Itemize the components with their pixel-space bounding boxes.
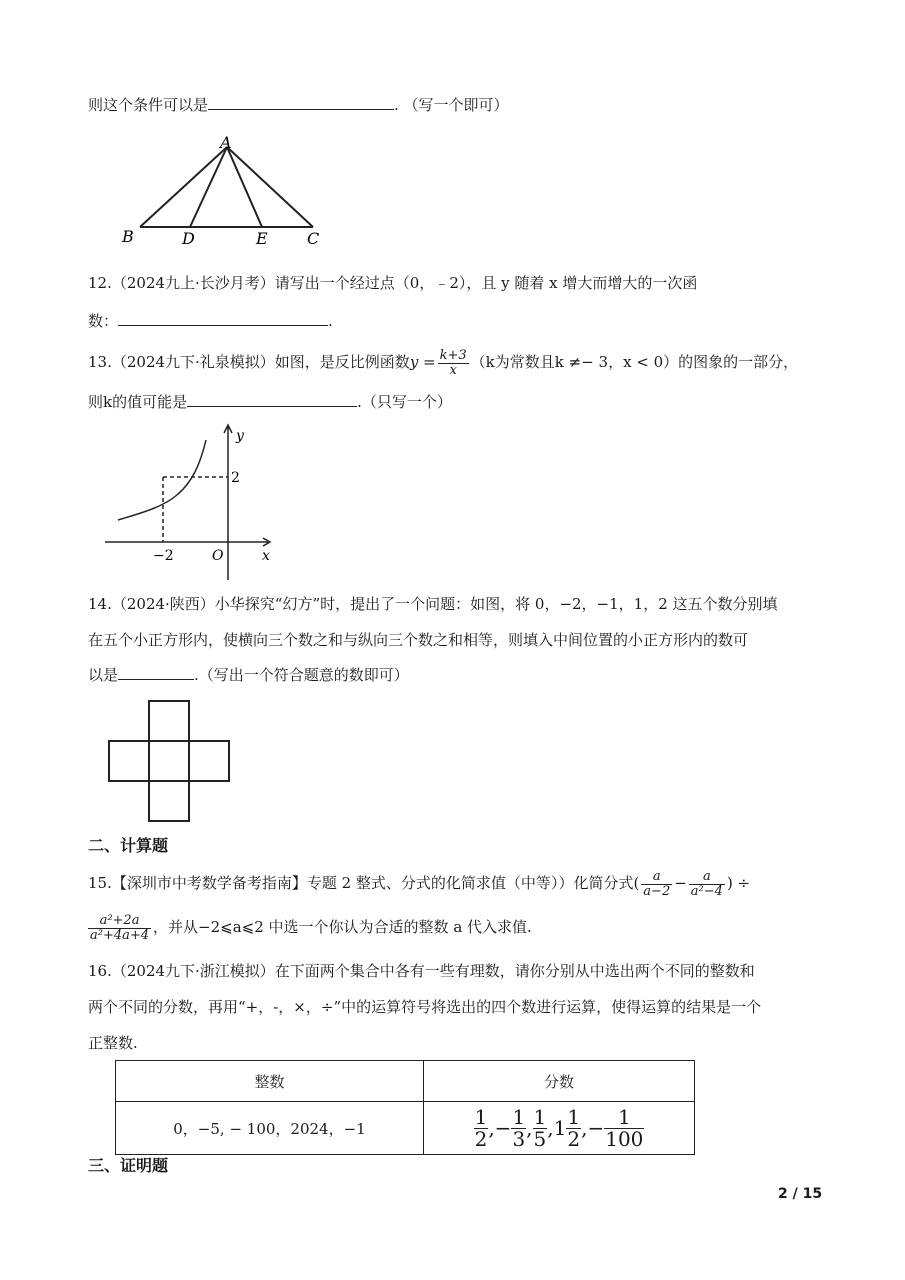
q13-function-fraction: $\frac{k+3}{x}$ <box>439 347 467 378</box>
header-fractions: 分数 <box>424 1061 695 1102</box>
fraction-sign: ,− <box>488 1116 512 1140</box>
fraction-item <box>566 1104 581 1151</box>
fraction-sign: , <box>526 1116 533 1140</box>
function-curve <box>118 440 206 520</box>
q15-frac1: $\frac{a}{a-2}$ <box>643 868 671 899</box>
fraction-numerator: 1 <box>604 1107 644 1129</box>
inverse-function-graph <box>100 420 290 585</box>
number-sets-table <box>115 1060 695 1155</box>
tick-x-label: −2 <box>153 548 174 564</box>
q16-line2: 两个不同的分数，再用“+，-，×，÷”中的运算符号将选出的四个数进行运算，使得运算的结果是一个 <box>88 998 762 1016</box>
q16-line3: 正整数. <box>88 1034 138 1052</box>
fraction-numerator: 1 <box>512 1104 526 1129</box>
fraction-denominator: 3 <box>512 1126 526 1151</box>
q15-line1: 15.【深圳市中考数学备考指南】专题 2 整式、分式的化简求值（中等））化简分式( $\frac{a}{a-2}$ − $\frac{a}{\text{a²−4}}$ ) ÷ <box>88 868 751 899</box>
cell-integers: 0，−5, − 100，2024，−1 <box>116 1102 424 1155</box>
label-a: A <box>220 133 232 152</box>
q15-frac2: $\frac{a}{\text{a²−4}}$ <box>690 868 723 899</box>
x-label: x <box>262 548 270 564</box>
segment-ab <box>140 147 227 227</box>
q16-line1: 16.（2024九下·浙江模拟）在下面两个集合中各有一些有理数，请你分别从中选出两个不同的整数和 <box>88 962 755 980</box>
cell-right[interactable] <box>189 741 229 781</box>
cell-fractions <box>424 1102 695 1155</box>
origin-label: O <box>212 548 224 564</box>
fraction-numerator: 1 <box>474 1104 488 1129</box>
cell-top[interactable] <box>149 701 189 741</box>
label-c: C <box>307 229 320 248</box>
fraction-numerator: 1 <box>567 1104 581 1129</box>
tick-y-label: 2 <box>231 470 240 486</box>
cell-left[interactable] <box>109 741 149 781</box>
q12-line2: 数： . <box>88 312 333 330</box>
page-number: 2 / 15 <box>778 1186 823 1202</box>
fraction-denominator: 2 <box>567 1126 581 1151</box>
label-e: E <box>256 229 268 248</box>
q14-line3: 以是 .（写出一个符合题意的数即可） <box>88 666 409 684</box>
fraction-numerator: 1 <box>533 1104 547 1129</box>
fraction-item <box>604 1104 644 1151</box>
y-label: y <box>236 428 244 444</box>
q11-answer-line: 则这个条件可以是 . （写一个即可） <box>88 96 509 114</box>
segment-ad <box>190 147 227 227</box>
q11-answer-blank[interactable] <box>208 95 394 110</box>
fraction-sign: , <box>547 1116 554 1140</box>
cell-bottom[interactable] <box>149 781 189 821</box>
q15-frac3: $\frac{\text{a²+2a}}{\text{a²+4a+4}}$ <box>90 912 150 943</box>
segment-ae <box>227 147 262 227</box>
q13-line2: 则k的值可能是 .（只写一个） <box>88 393 452 411</box>
label-d: D <box>182 229 195 248</box>
q13-line1: 13.（2024九下·礼泉模拟）如图，是反比例函数y = $\frac{k+3}{x}$ （k为常数且k ≠− 3，x < 0）的图象的一部分， <box>88 347 799 378</box>
segment-ac <box>227 147 313 227</box>
magic-square-cross <box>106 698 236 828</box>
fraction-sign: ,− <box>581 1116 605 1140</box>
fraction-item <box>511 1104 526 1151</box>
q14-line1: 14.（2024·陕西）小华探究“幻方”时，提出了一个问题：如图，将 0，−2，−1，1，2 这五个数分别填 <box>88 595 778 613</box>
cell-center[interactable] <box>149 741 189 781</box>
q12-line1: 12.（2024九上·长沙月考）请写出一个经过点（0，﹣2），且 y 随着 x 增大而增大的一次函 <box>88 274 698 292</box>
triangle-figure <box>110 130 340 250</box>
table-header-row <box>116 1061 695 1102</box>
fraction-denominator: 2 <box>474 1126 488 1151</box>
q15-line2: $\frac{\text{a²+2a}}{\text{a²+4a+4}}$ ，并从−2⩽a⩽2 中选一个你认为合适的整数 a 代入求值. <box>90 912 532 943</box>
q14-answer-blank[interactable] <box>118 665 194 680</box>
q13-answer-blank[interactable] <box>187 392 357 407</box>
label-b: B <box>122 227 134 246</box>
header-integers: 整数 <box>116 1061 424 1102</box>
fraction-denominator: 5 <box>533 1126 547 1151</box>
fraction-item <box>474 1104 489 1151</box>
fraction-list <box>474 1104 645 1151</box>
section2-title: 二、计算题 <box>88 836 169 855</box>
q14-line2: 在五个小正方形内，使横向三个数之和与纵向三个数之和相等，则填入中间位置的小正方形内的数可 <box>88 631 749 649</box>
table-row <box>116 1102 695 1155</box>
fraction-item <box>533 1104 548 1151</box>
section3-title: 三、证明题 <box>88 1156 169 1175</box>
q12-answer-blank[interactable] <box>118 311 328 326</box>
fraction-whole: 1 <box>553 1116 567 1140</box>
fraction-denominator: 100 <box>605 1126 644 1151</box>
